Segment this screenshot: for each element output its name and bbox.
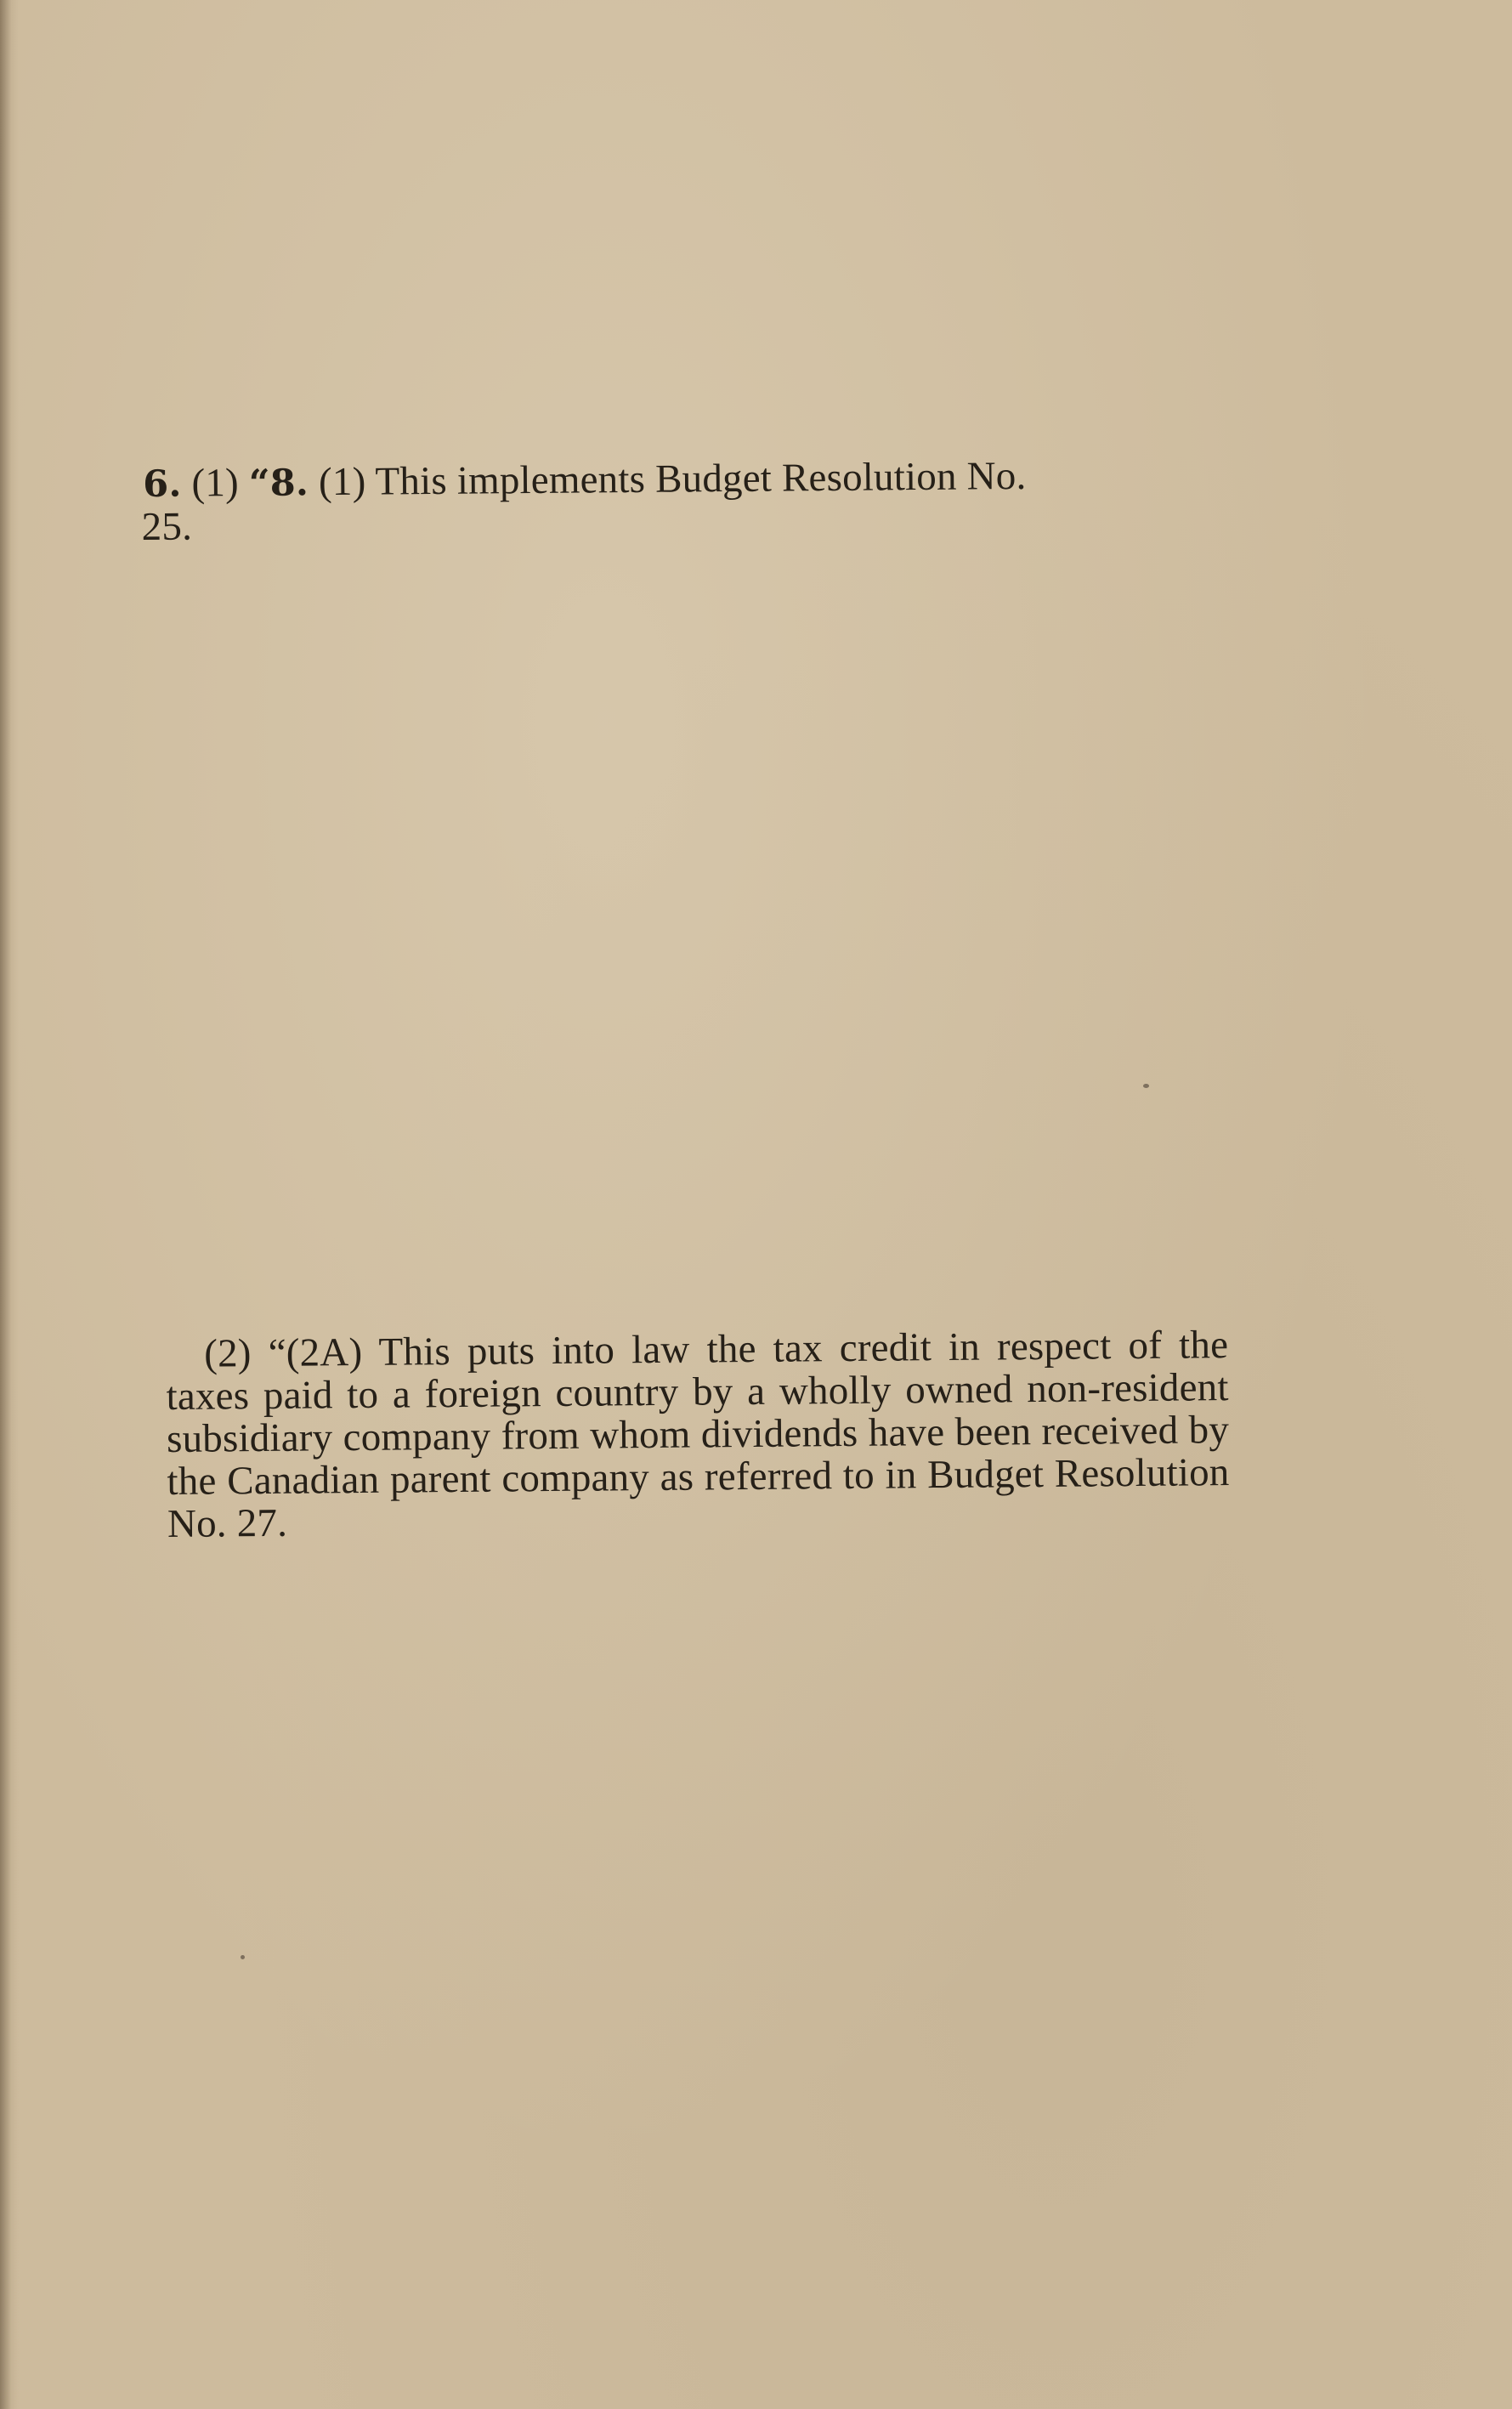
paragraph-number: (2) [203, 1331, 252, 1376]
note-1-text: This implements Budget Resolution No. [375, 453, 1027, 504]
explanatory-note-2 [166, 1324, 1230, 1545]
quoted-subsection-ref: “(2A) [268, 1329, 363, 1375]
note-2-text: This puts into law the tax credit in respect of the taxes paid to a foreign country by a wholly owned non-resident subsidiary company from whom dividends have been received by the Canadian parent company as referred to in Budget Resolution No. 27. [166, 1323, 1230, 1546]
paper-speck [241, 1955, 245, 1959]
note-2-paragraph [166, 1324, 1230, 1545]
section-number: 6. [143, 462, 182, 506]
quoted-paragraph-number: (1) [318, 459, 366, 505]
resolution-number: 25. [141, 504, 193, 550]
spine-shadow [0, 0, 19, 2409]
paragraph-number: (1) [191, 461, 240, 506]
paper-speck [1143, 1084, 1149, 1088]
quoted-section-number: “8. [248, 462, 309, 505]
explanatory-note-1 [143, 453, 1215, 548]
